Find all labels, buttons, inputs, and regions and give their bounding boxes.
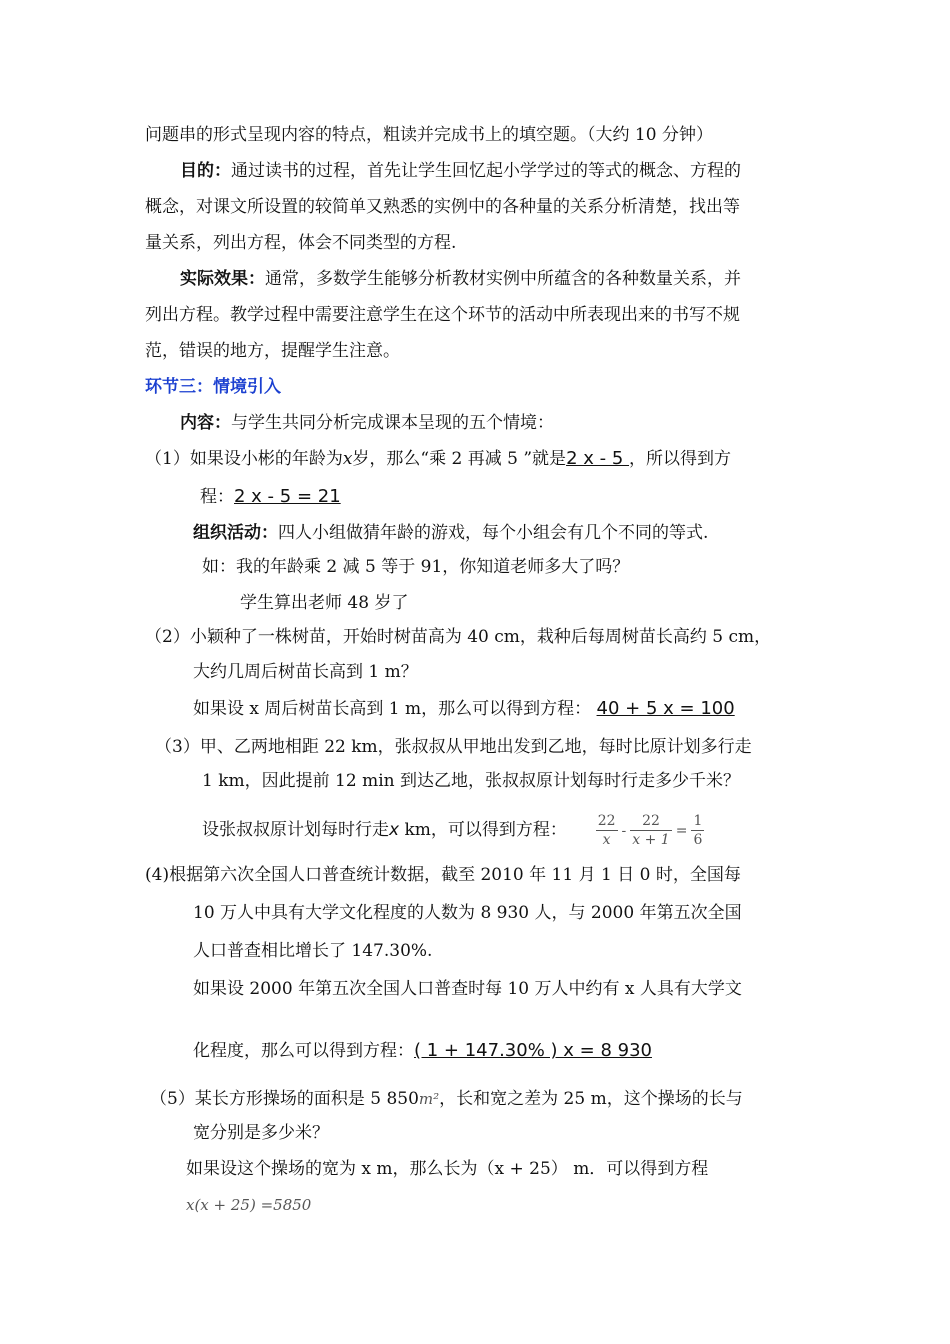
scenario-5-line-3: 如果设这个操场的宽为 x m，那么长为（x + 25） m．可以得到方程 [186,1159,709,1179]
scenario-2-line-1: （2）小颖种了一株树苗，开始时树苗高为 40 cm，栽种后每周树苗长高约 5 cm， [145,627,772,647]
scenario-1-text-end: ，所以得到方 [629,449,732,469]
content-label: 内容： [180,413,231,433]
effect-text: 通常，多数学生能够分析教材实例中所蕴含的各种数量关系，并 [265,269,741,289]
organize-label: 组织活动： [193,523,278,543]
scenario-1-line-1 [145,446,731,472]
scenario-1-line-2 [200,484,341,510]
scenario-3-text-end: km，可以得到方程： [399,820,567,840]
scenario-5-line-2: 宽分别是多少米？ [193,1123,329,1143]
unit-square-meter: m² [418,1090,440,1108]
scenario-3-line-3 [202,810,704,851]
fraction-1-over-6: $\frac{1}{6}$ [693,813,703,848]
scenario-3-line-1: （3）甲、乙两地相距 22 km，张叔叔从甲地出发到乙地，每时比原计划多行走 [155,737,752,757]
content-text: 与学生共同分析完成课本呈现的五个情境： [231,413,554,433]
scenario-2-line-2: 大约几周后树苗长高到 1 m？ [193,662,418,682]
example-line: 如：我的年龄乘 2 减 5 等于 91，你知道老师多大了吗？ [202,557,630,577]
example-answer: 学生算出老师 48 岁了 [240,593,409,613]
scenario-5-text-end: ，长和宽之差为 25 m，这个操场的长与 [439,1089,743,1109]
scenario-4-equation: ( 1 + 147.30% ) x = 8 930 [414,1040,652,1061]
fraction-22-over-x-plus-1: $\frac{22}{x + 1}$ [632,813,670,848]
aim-label: 目的： [180,161,231,181]
content-line [180,410,554,436]
minus-sign: - [621,822,627,839]
paragraph-intro-end: 问题串的形式呈现内容的特点，粗读并完成书上的填空题。（大约 10 分钟） [145,125,713,145]
aim-line-3: 量关系，列出方程，体会不同类型的方程. [145,233,457,253]
scenario-4-line-1: (4)根据第六次全国人口普查统计数据，截至 2010 年 11 月 1 日 0 时，全国每 [145,865,741,885]
section-title: 环节三：情境引入 [145,377,281,397]
scenario-4-text: 化程度，那么可以得到方程： [193,1041,414,1061]
organize-text: 四人小组做猜年龄的游戏，每个小组会有几个不同的等式. [278,523,709,543]
scenario-1-text: （1）如果设小彬的年龄为 [145,449,343,469]
scenario-4-line-3: 人口普查相比增长了 147.30%. [193,941,433,961]
equals-sign: = [675,822,688,839]
scenario-5-text: （5）某长方形操场的面积是 5 850 [150,1089,419,1109]
scenario-3-line-2: 1 km，因此提前 12 min 到达乙地，张叔叔原计划每时行走多少千米？ [202,771,740,791]
effect-line-2: 列出方程。教学过程中需要注意学生在这个环节的活动中所表现出来的书写不规 [145,305,740,325]
scenario-2-text: 如果设 x 周后树苗长高到 1 m，那么可以得到方程： [193,699,592,719]
scenario-1-equation: 2 x - 5 = 21 [234,486,341,507]
scenario-3-text: 设张叔叔原计划每时行走 [202,820,389,840]
scenario-1-answer: 2 x - 5 [566,448,630,469]
scenario-2-line-3 [193,696,735,722]
effect-line-3: 范，错误的地方，提醒学生注意。 [145,341,400,361]
variable-x: x [389,820,400,840]
effect-label: 实际效果： [180,269,265,289]
fraction-22-over-x: $\frac{22}{x}$ [597,813,616,848]
scenario-5-line-1 [150,1086,743,1112]
organize-line [193,520,708,546]
scenario-4-line-2: 10 万人中具有大学文化程度的人数为 8 930 人，与 2000 年第五次全国 [193,903,742,923]
equation-label: 程： [200,487,234,507]
scenario-4-line-5 [193,1038,652,1064]
aim-line-2: 概念，对课文所设置的较简单又熟悉的实例中的各种量的关系分析清楚，找出等 [145,197,740,217]
variable-x: x [342,449,353,469]
scenario-2-equation: 40 + 5 x = 100 [596,698,735,719]
scenario-4-line-4: 如果设 2000 年第五次全国人口普查时每 10 万人中约有 x 人具有大学文 [193,979,742,999]
scenario-1-text-mid: 岁，那么“乘 2 再减 5 ”就是 [352,449,567,469]
scenario-5-equation: x(x + 25) =5850 [186,1196,312,1214]
aim-line-1 [180,158,741,184]
effect-line-1 [180,266,741,292]
aim-text: 通过读书的过程，首先让学生回忆起小学学过的等式的概念、方程的 [231,161,741,181]
